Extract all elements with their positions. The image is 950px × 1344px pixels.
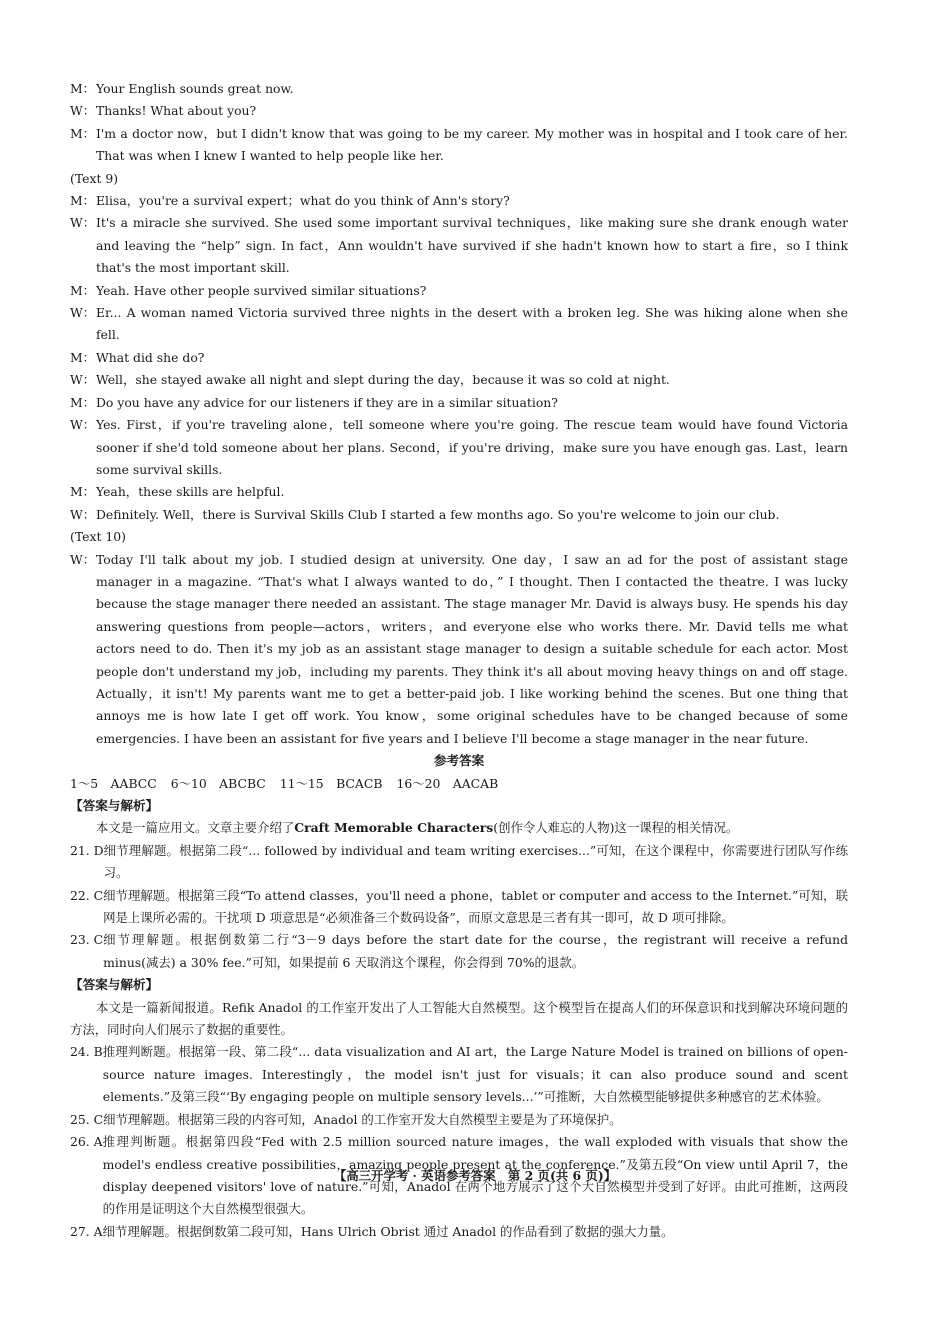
answer-explanation xyxy=(70,1041,848,1108)
dialogue-line xyxy=(70,392,848,414)
dialogue-top xyxy=(70,78,848,168)
answer-key-4: 16～20 AACAB xyxy=(396,775,499,791)
dialogue-line xyxy=(70,347,848,369)
dialogue-line xyxy=(70,212,848,279)
question-number: 23. C xyxy=(70,932,104,948)
answer-key-1: 1～5 AABCC xyxy=(70,775,157,791)
explanation-text: 细节理解题。根据倒数第二行“3－9 days before the start date for the course，the registrant will receive a refund minus(减去) a 30% fee.”可知，如果提前 6 天取消这个课程，你会得到 70%的退款。 xyxy=(103,932,848,970)
dialogue-line xyxy=(70,78,848,100)
answer-explanation xyxy=(70,929,848,974)
monologue-text10 xyxy=(70,549,848,751)
explanation-text: 细节理解题。根据第三段“To attend classes，you'll need a phone，tablet or computer and access to the Internet.”可知，联网是上课所必需的。干扰项 D 项意思是“必须准备三个数码设备”，而原文意思是三者有其一即可，故 D 项可排除。 xyxy=(103,887,848,926)
answer-explanation xyxy=(70,885,848,930)
dialogue-text: I'm a doctor now，but I didn't know that was going to be my career. My mother was in hospital and I took care of her. That was when I knew I wanted to help people like her. xyxy=(96,125,848,164)
question-number: 21. D xyxy=(70,842,104,858)
answer-heading: 参考答案 xyxy=(433,753,485,769)
explanation-text: 细节理解题。根据第三段的内容可知，Anadol 的工作室开发大自然模型主要是为了环境保护。 xyxy=(103,1111,622,1127)
passage2-intro: 本文是一篇新闻报道。Refik Anadol 的工作室开发出了人工智能大自然模型。这个模型旨在提高人们的环保意识和找到解决环境问题的方法，同时向人们展示了数据的重要性。 xyxy=(70,999,848,1038)
section-title: 【答案与解析】 xyxy=(70,798,159,813)
speaker-label: M： xyxy=(70,394,96,410)
explanation-text: 细节理解题。根据第二段“... followed by individual and team writing exercises...”可知，在这个课程中，你需要进行团队写作练习。 xyxy=(103,842,848,881)
question-number: 26. A xyxy=(70,1134,103,1150)
dialogue-line xyxy=(70,549,848,751)
speaker-label: W： xyxy=(70,506,96,522)
dialogue-line xyxy=(70,504,848,526)
speaker-label: M： xyxy=(70,484,96,500)
dialogue-line xyxy=(70,302,848,347)
dialogue-text: Definitely. Well，there is Survival Skills Club I started a few months ago. So you're welcome to join our club. xyxy=(96,506,780,522)
dialogue-text: It's a miracle she survived. She used some important survival techniques，like making sure she drank enough water and leaving the “help” sign. In fact，Ann wouldn't have survived if she hadn't known how to start a fire，so I think that's the most important skill. xyxy=(96,215,848,276)
page-footer: 【高三开学考 · 英语参考答案 第 2 页(共 6 页)】 xyxy=(333,1168,617,1183)
speaker-label: M： xyxy=(70,282,96,298)
speaker-label: W： xyxy=(70,215,96,231)
speaker-label: W： xyxy=(70,417,96,433)
speaker-label: W： xyxy=(70,551,96,567)
passage1-items xyxy=(70,840,848,974)
answer-key-2: 6～10 ABCBC xyxy=(170,775,266,791)
dialogue-text: Your English sounds great now. xyxy=(96,81,294,96)
dialogue-line xyxy=(70,100,848,122)
passage1-intro: 本文是一篇应用文。文章主要介绍了Craft Memorable Characters(创作令人难忘的人物)这一课程的相关情况。 xyxy=(96,820,739,836)
dialogue-line xyxy=(70,123,848,168)
speaker-label: W： xyxy=(70,305,96,321)
explanation-text: 推理判断题。根据第四段“Fed with 2.5 million sourced nature images，the wall exploded with visuals that show the model's endless creative possibilities，amazing people present at the conference.”及第五段“On view until April 7，the display deepened visitors' love of nature.”可知，Anadol 在两个地方展示了这个大自然模型并受到了好评。由此可推断，这两段的作用是证明这个大自然模型很强大。 xyxy=(102,1134,848,1217)
answer-keys xyxy=(70,773,848,795)
text10-label: (Text 10) xyxy=(70,529,126,545)
speaker-label: M： xyxy=(70,81,96,96)
explanation-text: 细节理解题。根据倒数第二段可知，Hans Ulrich Obrist 通过 Anadol 的作品看到了数据的强大力量。 xyxy=(102,1223,674,1239)
dialogue-line xyxy=(70,369,848,391)
speaker-label: W： xyxy=(70,103,96,119)
answer-explanation xyxy=(70,1109,848,1131)
dialogue-text9 xyxy=(70,190,848,526)
speaker-label: M： xyxy=(70,193,96,209)
dialogue-text: Thanks! What about you? xyxy=(96,103,257,119)
text9-label: (Text 9) xyxy=(70,170,119,186)
answer-key-3: 11～15 BCACB xyxy=(279,775,383,791)
explanation-text: 推理判断题。根据第一段、第二段“... data visualization and AI art，the Large Nature Model is trained on billions of open-source nature images. Interestingly，the model isn't just for visuals；it can also produce sound and scent elements.”及第三段“‘By engaging people on multiple sensory levels...’”可推断，大自然模型能够提供多种感官的艺术体验。 xyxy=(102,1044,848,1105)
question-number: 24. B xyxy=(70,1044,103,1060)
dialogue-text: Yeah，these skills are helpful. xyxy=(96,484,285,500)
dialogue-line xyxy=(70,190,848,212)
section-title-2: 【答案与解析】 xyxy=(70,977,159,993)
dialogue-text: Yes. First，if you're traveling alone，tell someone where you're going. The rescue team would have found Victoria sooner if she'd told someone about her plans. Second，if you're driving，make sure you have enough gas. Last，learn some survival skills. xyxy=(96,417,848,477)
question-number: 22. C xyxy=(70,887,104,903)
dialogue-text: Do you have any advice for our listeners if they are in a similar situation? xyxy=(96,394,558,410)
dialogue-text: Well，she stayed awake all night and slept during the day，because it was so cold at night. xyxy=(96,372,670,388)
dialogue-text: What did she do? xyxy=(96,349,205,365)
course-title: Craft Memorable Characters xyxy=(294,820,494,836)
dialogue-line xyxy=(70,481,848,503)
dialogue-line xyxy=(70,414,848,481)
passage2-items xyxy=(70,1041,848,1243)
speaker-label: M： xyxy=(70,125,96,141)
dialogue-text: Yeah. Have other people survived similar situations? xyxy=(96,282,427,298)
dialogue-text: Elisa，you're a survival expert；what do you think of Ann's story? xyxy=(96,193,510,209)
dialogue-line xyxy=(70,280,848,302)
dialogue-text: Today I'll talk about my job. I studied design at university. One day，I saw an ad for the post of assistant stage manager in a magazine. “That's what I always wanted to do，” I thought. Then I contacted the theatre. I was lucky because the stage manager there needed an assistant. The stage manager Mr. David is always busy. He spends his day answering questions from people—actors，writers，and everyone else who works there. Mr. David tells me what actors need to do. Then it's my job as an assistant stage manager to design a suitable schedule for each actor. Most people don't understand my job，including my parents. They think it's all about moving heavy things on and off stage. Actually，it isn't! My parents want me to get a better-paid job. I like working behind the scenes. But one thing that annoys me is how late I get off work. You know，some original schedules have to be changed because of some emergencies. I have been an assistant for five years and I believe I'll become a stage manager in the near future. xyxy=(96,551,848,746)
answer-explanation xyxy=(70,1221,848,1243)
speaker-label: W： xyxy=(70,372,96,388)
page-content xyxy=(70,78,848,1243)
question-number: 25. C xyxy=(70,1111,104,1127)
speaker-label: M： xyxy=(70,349,96,365)
question-number: 27. A xyxy=(70,1223,103,1239)
dialogue-text: Er... A woman named Victoria survived three nights in the desert with a broken leg. She was hiking alone when she fell. xyxy=(96,305,848,343)
answer-explanation xyxy=(70,840,848,885)
